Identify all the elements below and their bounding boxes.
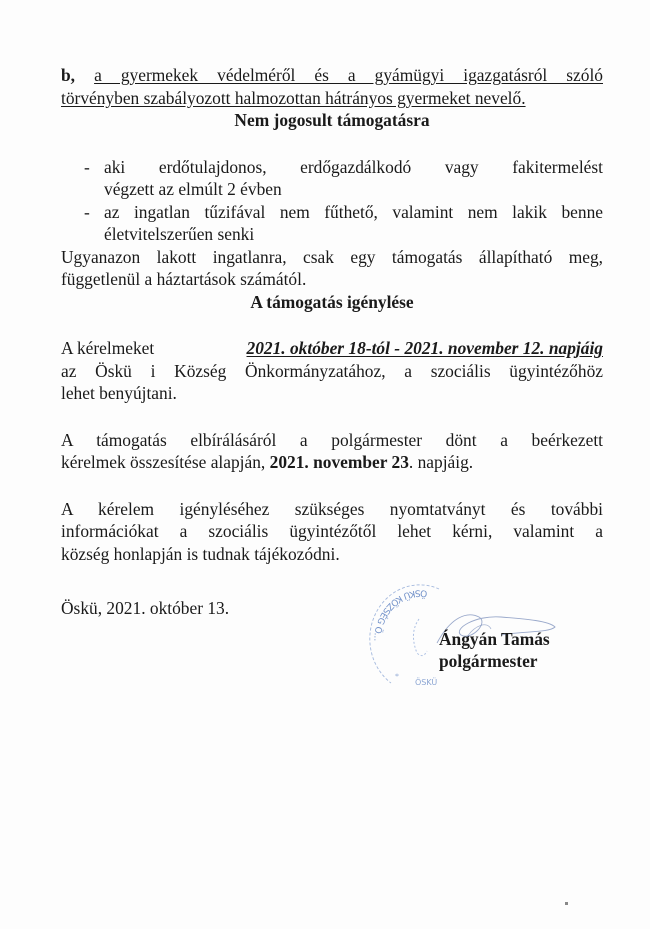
p2-line-1: A támogatás elbírálásáról a polgármester dönt a beérkezett xyxy=(61,429,603,450)
p1-line-2: az Öskü i Község Önkormányzatához, a szociális ügyintézőhöz xyxy=(61,360,603,381)
list-item-line-1: aki erdőtulajdonos, erdőgazdálkodó vagy fakitermelést xyxy=(104,156,603,177)
not-eligible-heading: Nem jogosult támogatásra xyxy=(234,110,430,130)
p1-line-1 xyxy=(61,337,603,360)
p3-line-3: község honlapján is tudnak tájékozódni. xyxy=(61,543,340,564)
application-heading: A támogatás igénylése xyxy=(250,291,414,312)
spacer xyxy=(61,474,603,498)
p2-line-2 xyxy=(61,451,603,474)
decision-deadline: 2021. november 23 xyxy=(269,452,409,472)
p1-line-3: lehet benyújtani. xyxy=(61,383,177,403)
place-date: Öskü, 2021. október 13. xyxy=(61,598,230,618)
section-b-prefix: b, xyxy=(61,65,76,85)
p3-line-2: információkat a szociális ügyintézőtől lehet kérni, valamint a xyxy=(61,521,603,541)
list-item-line-1: az ingatlan tűzifával nem fűthető, valamint nem lakik benne xyxy=(104,201,603,222)
p2-suffix: . napjáig. xyxy=(408,452,474,472)
spacer xyxy=(61,405,603,429)
section-b-line-2 xyxy=(61,87,603,110)
scan-artifact xyxy=(565,902,568,905)
application-period: 2021. október 18-tól - 2021. november 12. napjáig xyxy=(246,338,603,358)
spacer xyxy=(61,313,603,337)
list-item-line-2: életvitelszerűen senki xyxy=(104,224,255,244)
p3-line-1: A kérelem igényléséhez szükséges nyomtatványt és további xyxy=(61,498,603,519)
note-line-2: függetlenül a háztartások számától. xyxy=(61,269,307,289)
list-item-line-2: végzett az elmúlt 2 évben xyxy=(104,179,282,199)
p1-prefix: A kérelmeket xyxy=(61,338,155,358)
stamp-star-icon: * xyxy=(395,672,399,681)
p2-prefix: kérelmek összesítése alapján, xyxy=(61,452,266,472)
stamp-text-bottom: ÖSKÜ xyxy=(415,678,438,687)
dash-bullet: - xyxy=(84,156,90,177)
signer-name: Ángyán Tamás xyxy=(439,629,550,649)
dash-bullet: - xyxy=(84,201,90,222)
signature-block xyxy=(61,587,603,707)
section-b-text-2: törvényben szabályozott halmozottan hátrányos gyermeket nevelő. xyxy=(61,87,526,108)
stamp-text: ÖSKÜ KÖZSÉG Ö... xyxy=(371,587,428,642)
spacer xyxy=(61,132,603,156)
note-line-1: Ugyanazon lakott ingatlanra, csak egy támogatás állapítható meg, xyxy=(61,246,603,267)
list-item xyxy=(84,201,603,246)
signer-title: polgármester xyxy=(439,651,538,671)
list-item xyxy=(84,156,603,201)
document-body xyxy=(61,64,603,565)
section-b-line-1 xyxy=(61,64,603,87)
not-eligible-list xyxy=(84,156,603,246)
section-b-text-1: a gyermekek védelméről és a gyámügyi igazgatásról szóló xyxy=(94,65,603,85)
